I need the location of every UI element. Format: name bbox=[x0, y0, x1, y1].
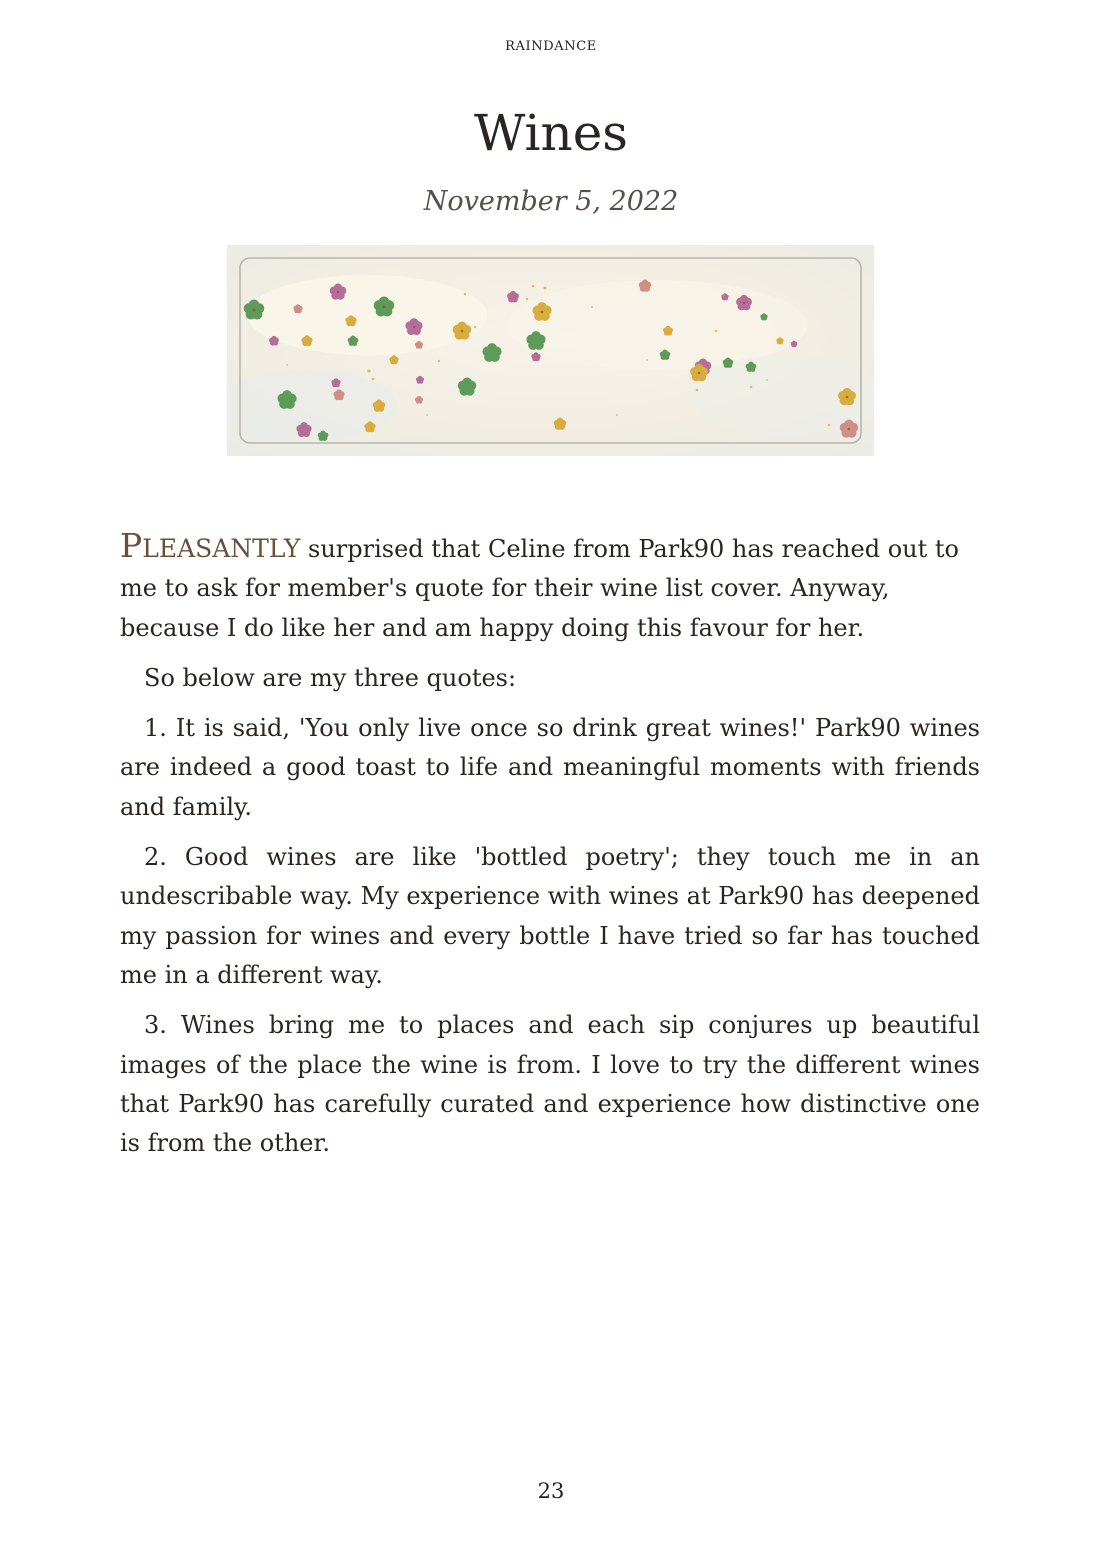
lead-initial: P bbox=[120, 526, 143, 565]
running-head: RAINDANCE bbox=[505, 39, 597, 54]
post-date: November 5, 2022 bbox=[423, 186, 679, 217]
page-number: 23 bbox=[537, 1479, 565, 1503]
article-body bbox=[120, 526, 980, 1174]
paragraph-intro bbox=[120, 526, 980, 648]
paragraph-quote-1: 1. It is said, 'You only live once so drink great wines!' Park90 wines are indeed a good toast to life and meaningful moments with friends and family. bbox=[120, 714, 980, 821]
paragraph-intro-text: surprised that Celine from Park90 has reached out to me to ask for member's quote for their wine list cover. Anyway, because I do like her and am happy doing this favour for her. bbox=[120, 535, 959, 642]
floral-banner-icon bbox=[227, 245, 874, 456]
lead-word-rest: LEASANTLY bbox=[142, 534, 301, 563]
floral-banner-image bbox=[227, 245, 874, 456]
page-title: Wines bbox=[474, 104, 628, 162]
paragraph-quote-3: 3. Wines bring me to places and each sip conjures up beautiful images of the place the wine is from. I love to try the different wines that Park90 has carefully curated and experience how distinctive one is from the other. bbox=[120, 1011, 980, 1158]
lead-word bbox=[120, 526, 300, 565]
paragraph-quote-2: 2. Good wines are like 'bottled poetry'; they touch me in an undescribable way. My experience with wines at Park90 has deepened my passion for wines and every bottle I have tried so far has touched me in a different way. bbox=[120, 843, 980, 989]
paragraph-quotes-intro: So below are my three quotes: bbox=[144, 663, 517, 692]
